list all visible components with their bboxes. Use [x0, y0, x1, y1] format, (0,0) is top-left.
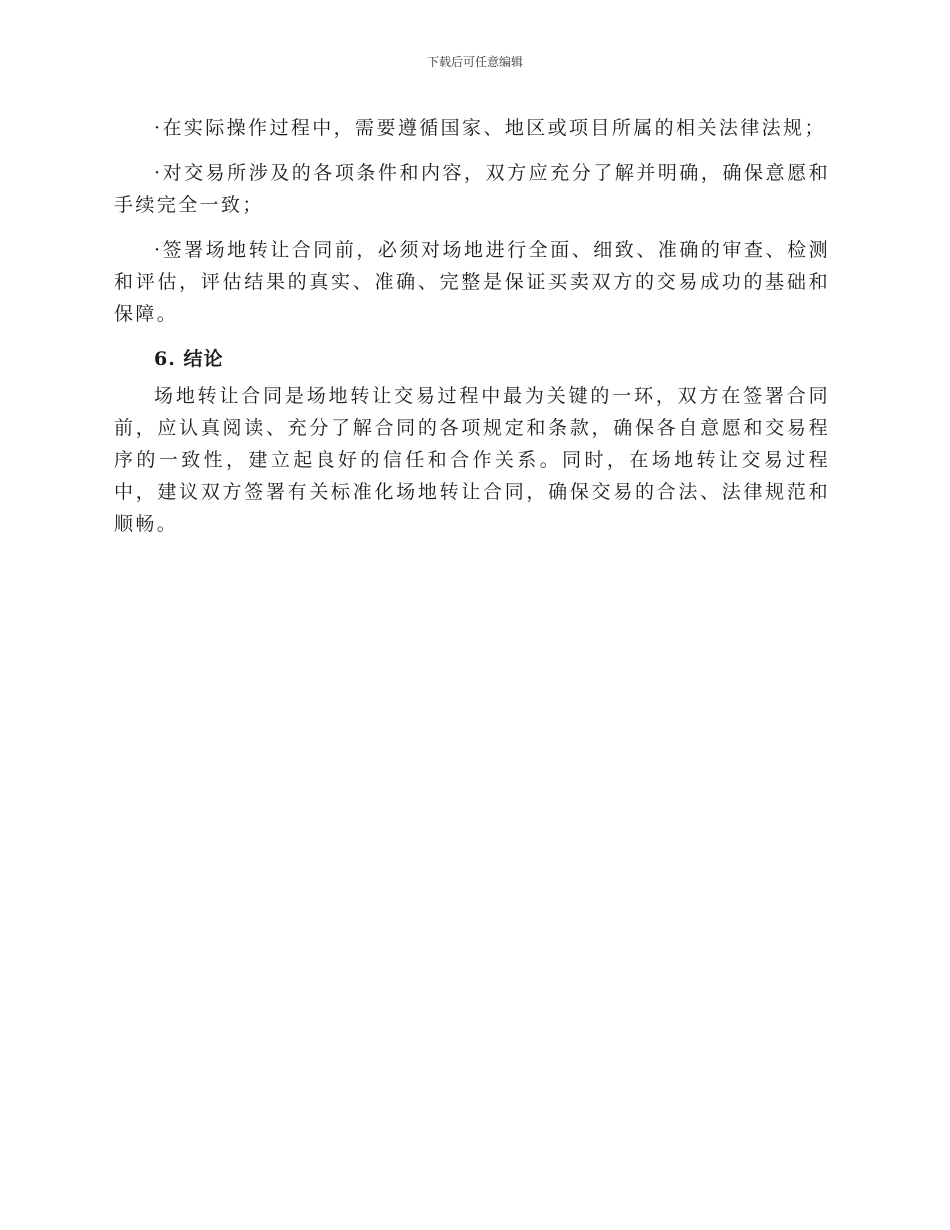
page-header: 下载后可任意编辑: [426, 55, 523, 69]
section-heading-conclusion: 6. 结论: [154, 348, 224, 370]
document-body: [114, 112, 830, 553]
conclusion-paragraph: 场地转让合同是场地转让交易过程中最为关键的一环，双方在签署合同前，应认真阅读、充分了解合同的各项规定和条款，确保各自意愿和交易程序的一致性，建立起良好的信任和合作关系。同时，在场地转让交易过程中，建议双方签署有关标准化场地转让合同，确保交易的合法、法律规范和顺畅。: [114, 385, 830, 535]
bullet-paragraph-conditions: ·对交易所涉及的各项条件和内容，双方应充分了解并明确，确保意愿和手续完全一致；: [114, 162, 830, 216]
bullet-paragraph-inspection: ·签署场地转让合同前，必须对场地进行全面、细致、准确的审查、检测和评估，评估结果的真实、准确、完整是保证买卖双方的交易成功的基础和保障。: [114, 239, 830, 325]
bullet-paragraph-laws: ·在实际操作过程中，需要遵循国家、地区或项目所属的相关法律法规；: [154, 117, 826, 139]
